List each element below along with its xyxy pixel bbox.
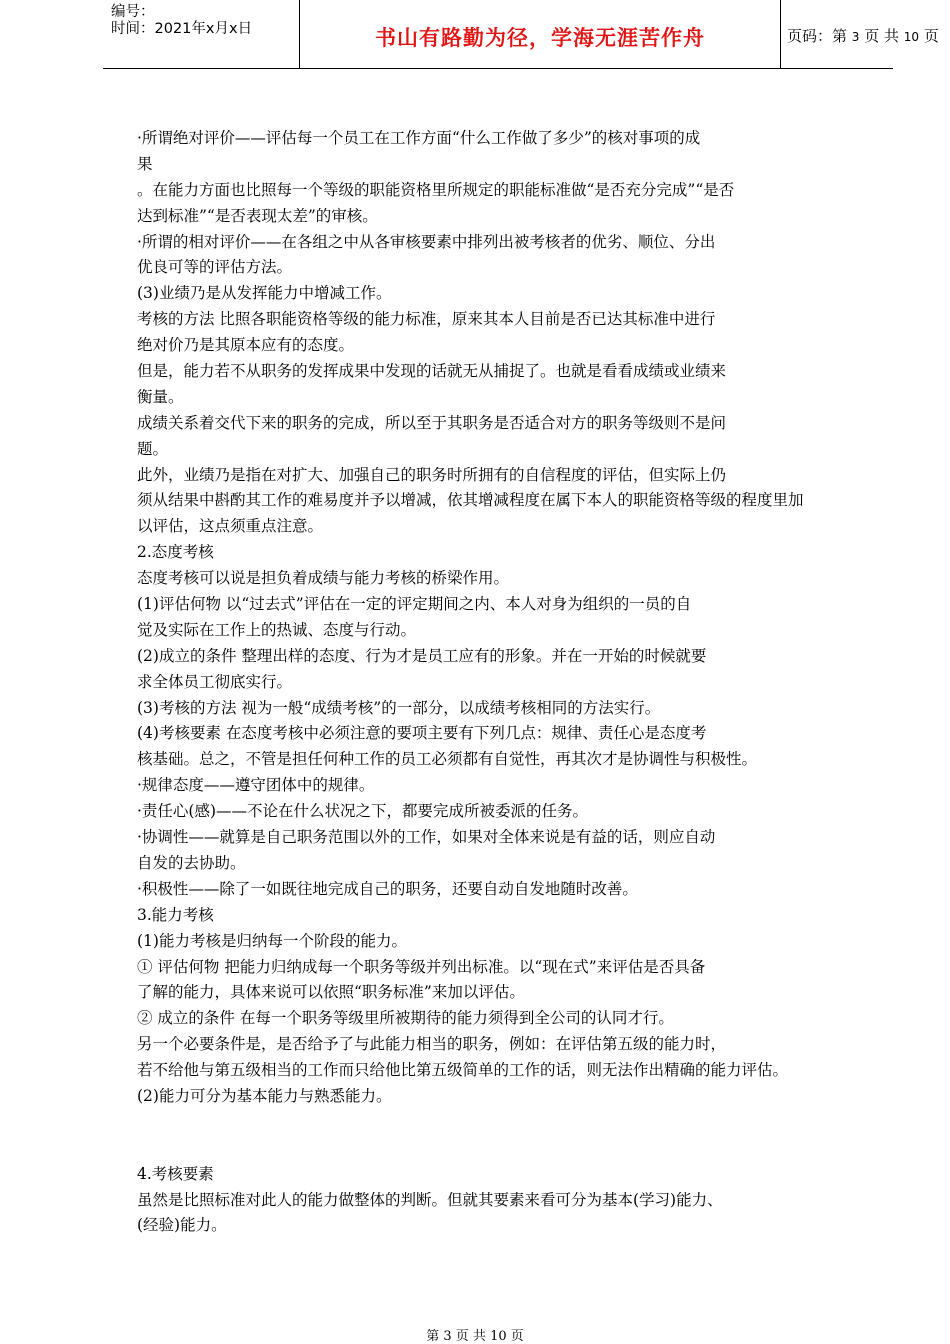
header-motto: 书山有路勤为径，学海无涯苦作舟 — [375, 26, 705, 50]
footer-current: 3 — [443, 1329, 452, 1344]
text-line: ·责任心(感)——不论在什么状况之下，都要完成所被委派的任务。 — [137, 802, 589, 821]
text-line: 态度考核可以说是担负着成绩与能力考核的桥梁作用。 — [137, 569, 510, 588]
text-line: 考核的方法 比照各职能资格等级的能力标准，原来其本人目前是否已达其标准中进行 — [137, 310, 716, 329]
text-line: (3)考核的方法 视为一般“成绩考核”的一部分，以成绩考核相同的方法实行。 — [137, 698, 661, 717]
text-line: 4.考核要素 — [137, 1164, 214, 1183]
text-line: (3)业绩乃是从发挥能力中增减工作。 — [137, 284, 392, 303]
header-page-info — [781, 0, 939, 68]
text-line: 衡量。 — [137, 387, 184, 406]
page-footer — [0, 1325, 950, 1344]
text-line: 绝对价乃是其原本应有的态度。 — [137, 336, 355, 355]
text-line: ·所谓的相对评价——在各组之中从各审核要素中排列出被考核者的优劣、顺位、分出 — [137, 232, 716, 251]
text-line: 成绩关系着交代下来的职务的完成，所以至于其职务是否适合对方的职务等级则不是问 — [137, 413, 727, 432]
text-line: 此外，业绩乃是指在对扩大、加强自己的职务时所拥有的自信程度的评估，但实际上仍 — [137, 465, 727, 484]
text-line: 虽然是比照标准对此人的能力做整体的判断。但就其要素来看可分为基本(学习)能力、 — [137, 1190, 723, 1209]
document-number-label: 编号： — [111, 4, 155, 20]
text-line: ① 评估何物 把能力归纳成每一个职务等级并列出标准。以“现在式”来评估是否具备 — [137, 957, 706, 976]
blank-line — [137, 1110, 867, 1136]
page-current: 3 — [851, 30, 860, 44]
text-line: ·积极性——除了一如既往地完成自己的职务，还要自动自发地随时改善。 — [137, 879, 638, 898]
document-date: 时间：2021年x月x日 — [111, 21, 253, 37]
page-mid: 页 共 — [864, 27, 899, 45]
text-line: 以评估，这点须重点注意。 — [137, 517, 324, 536]
text-line: 觉及实际在工作上的热诚、态度与行动。 — [137, 620, 417, 639]
footer-prefix: 第 — [426, 1329, 440, 1344]
text-line: 果 — [137, 154, 153, 173]
blank-line — [137, 1136, 867, 1162]
page-prefix: 页码：第 — [787, 27, 848, 45]
text-line: 但是，能力若不从职务的发挥成果中发现的话就无从捕捉了。也就是看看成绩或业绩来 — [137, 362, 727, 381]
header-motto-cell — [299, 0, 781, 68]
text-line: (1)评估何物 以“过去式”评估在一定的评定期间之内、本人对身为组织的一员的自 — [137, 595, 692, 614]
text-line: (4)考核要素 在态度考核中必须注意的要项主要有下列几点：规律、责任心是态度考 — [137, 724, 707, 743]
page-header — [103, 0, 939, 69]
text-line: ② 成立的条件 在每一个职务等级里所被期待的能力须得到全公司的认同才行。 — [137, 1009, 674, 1028]
text-line: (经验)能力。 — [137, 1216, 227, 1235]
text-line: (2)成立的条件 整理出样的态度、行为才是员工应有的形象。并在一开始的时候就要 — [137, 646, 707, 665]
text-line: (2)能力可分为基本能力与熟悉能力。 — [137, 1086, 392, 1105]
footer-mid: 页 共 — [455, 1329, 486, 1344]
text-line: ·协调性——就算是自己职务范围以外的工作，如果对全体来说是有益的话，则应自动 — [137, 828, 716, 847]
footer-suffix: 页 — [510, 1329, 524, 1344]
text-line: 。在能力方面也比照每一个等级的职能资格里所规定的职能标准做“是否充分完成”“是否 — [137, 180, 735, 199]
text-line: 达到标准”“是否表现太差”的审核。 — [137, 206, 378, 225]
footer-total: 10 — [490, 1329, 507, 1344]
text-line: 若不给他与第五级相当的工作而只给他比第五级简单的工作的话，则无法作出精确的能力评估。 — [137, 1061, 789, 1080]
text-line: 另一个必要条件是，是否给予了与此能力相当的职务，例如：在评估第五级的能力时， — [137, 1035, 727, 1054]
page-total: 10 — [903, 30, 920, 44]
text-line: (1)能力考核是归纳每一个阶段的能力。 — [137, 931, 407, 950]
text-line: 2.态度考核 — [137, 543, 214, 562]
text-line: 求全体员工彻底实行。 — [137, 672, 293, 691]
header-meta — [103, 0, 299, 68]
text-line: 优良可等的评估方法。 — [137, 258, 293, 277]
page-suffix: 页 — [923, 27, 939, 45]
text-line: 须从结果中斟酌其工作的难易度并予以增减，依其增减程度在属下本人的职能资格等级的程度里加 — [137, 491, 804, 510]
text-line: 自发的去协助。 — [137, 853, 246, 872]
text-line: 3.能力考核 — [137, 905, 214, 924]
text-line: ·所谓绝对评价——评估每一个员工在工作方面“什么工作做了多少”的核对事项的成 — [137, 129, 701, 147]
text-line: 核基础。总之，不管是担任何种工作的员工必须都有自觉性，再其次才是协调性与积极性。 — [137, 750, 758, 769]
text-line: 题。 — [137, 439, 169, 458]
text-line: ·规律态度——遵守团体中的规律。 — [137, 776, 375, 795]
text-line: 了解的能力，具体来说可以依照“职务标准”来加以评估。 — [137, 983, 525, 1002]
document-body — [137, 126, 867, 1239]
